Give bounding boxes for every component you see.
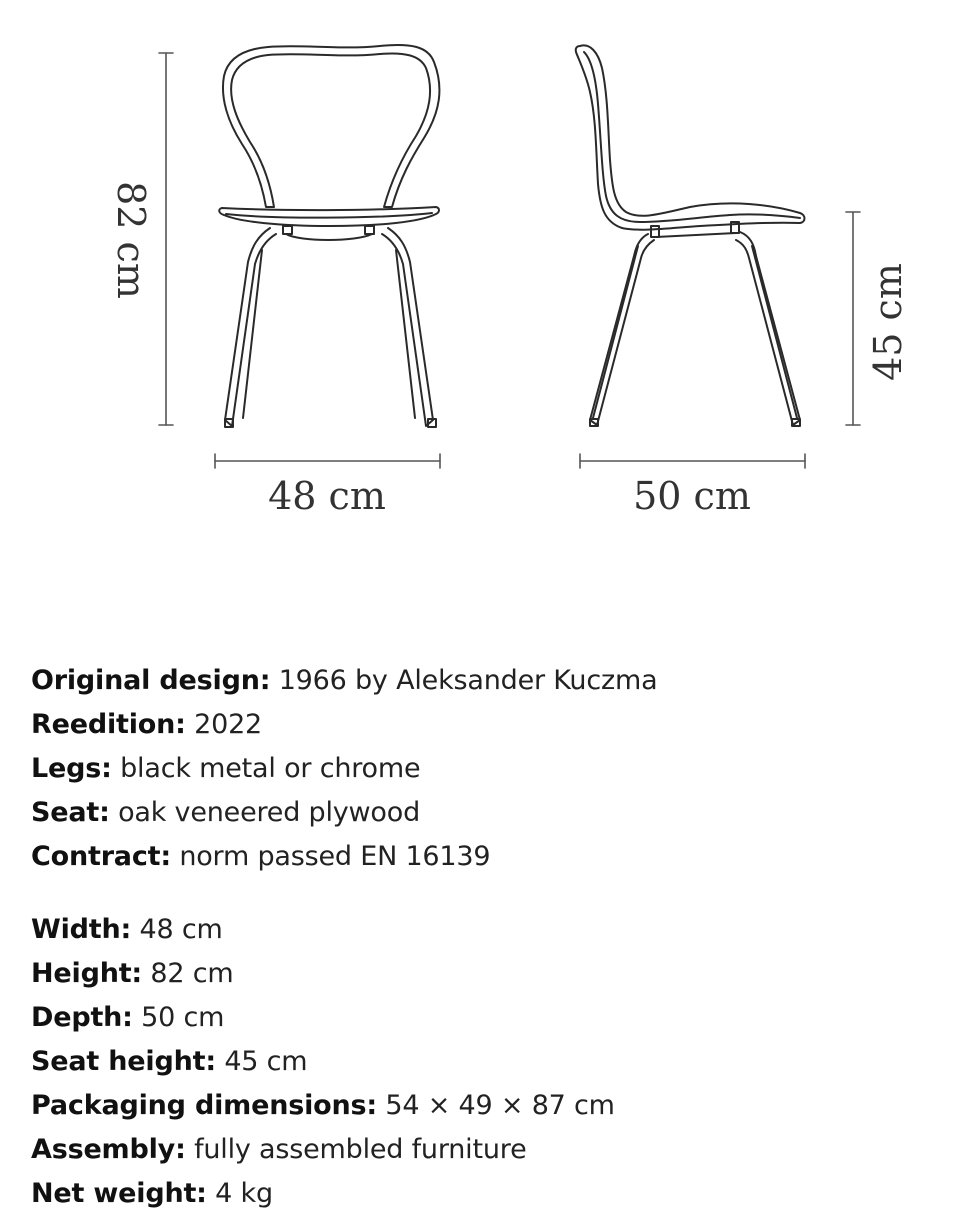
- spec-value: 50 cm: [141, 1002, 225, 1033]
- spec-group-design: [31, 659, 951, 879]
- spec-key: Width:: [31, 914, 132, 945]
- side-view-chair: [576, 45, 805, 426]
- spec-row-net-weight: [31, 1172, 951, 1216]
- spec-key: Height:: [31, 958, 143, 989]
- spec-row-legs: [31, 747, 951, 791]
- spec-key: Seat:: [31, 797, 110, 828]
- side-seat-height-dimension: [846, 212, 860, 425]
- spec-row-width: [31, 908, 951, 952]
- spec-key: Reedition:: [31, 709, 186, 740]
- spec-value: norm passed EN 16139: [179, 841, 491, 872]
- product-specifications: [31, 659, 951, 1216]
- chair-dimension-drawing: [0, 0, 980, 560]
- spec-value: 48 cm: [139, 914, 223, 945]
- spec-row-seat-height: [31, 1040, 951, 1084]
- spec-value: 82 cm: [150, 958, 234, 989]
- side-seat-height-label: 45 cm: [866, 263, 910, 381]
- spec-value: fully assembled furniture: [194, 1134, 527, 1165]
- spec-group-dimensions: [31, 908, 951, 1216]
- front-width-label: 48 cm: [268, 474, 386, 518]
- spec-row-packaging-dimensions: [31, 1084, 951, 1128]
- spec-value: 45 cm: [224, 1046, 308, 1077]
- spec-row-reedition: [31, 703, 951, 747]
- spec-key: Depth:: [31, 1002, 133, 1033]
- spec-value: 4 kg: [215, 1178, 273, 1209]
- side-depth-dimension: [580, 454, 805, 468]
- front-height-label: 82 cm: [109, 181, 153, 299]
- spec-value: 1966 by Aleksander Kuczma: [278, 665, 658, 696]
- spec-value: 2022: [194, 709, 263, 740]
- spec-row-seat: [31, 791, 951, 835]
- spec-row-assembly: [31, 1128, 951, 1172]
- spec-row-contract: [31, 835, 951, 879]
- chair-drawing-svg: [0, 0, 980, 560]
- side-depth-label: 50 cm: [633, 474, 751, 518]
- spec-key: Contract:: [31, 841, 171, 872]
- spec-value: 54 × 49 × 87 cm: [385, 1090, 615, 1121]
- spec-key: Net weight:: [31, 1178, 207, 1209]
- spec-value: black metal or chrome: [120, 753, 421, 784]
- spec-key: Legs:: [31, 753, 112, 784]
- spec-key: Packaging dimensions:: [31, 1090, 378, 1121]
- spec-key: Original design:: [31, 665, 271, 696]
- spec-value: oak veneered plywood: [118, 797, 421, 828]
- spec-row-original-design: [31, 659, 951, 703]
- front-view-chair: [219, 45, 439, 427]
- front-height-dimension: [159, 53, 173, 425]
- front-width-dimension: [215, 454, 440, 468]
- spec-row-height: [31, 952, 951, 996]
- spec-row-depth: [31, 996, 951, 1040]
- spec-key: Seat height:: [31, 1046, 216, 1077]
- spec-key: Assembly:: [31, 1134, 186, 1165]
